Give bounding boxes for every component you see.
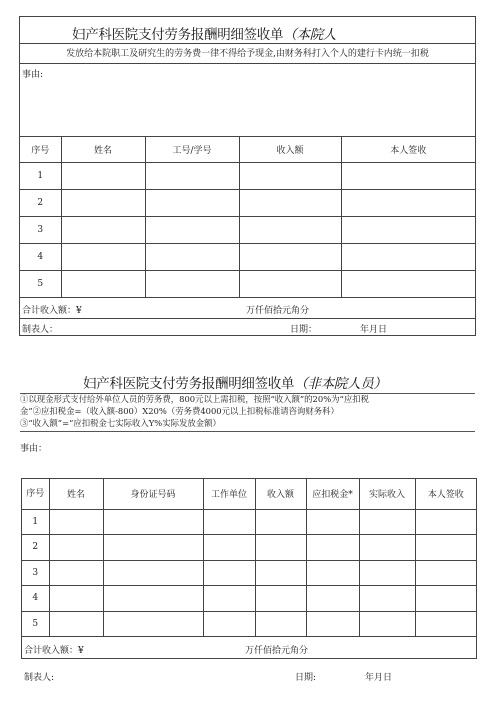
form2-note-line: 金”②应扣税金=（收入额-800）X20%（劳务费4000元以上扣税标准请咨询财务科） <box>20 406 339 416</box>
table-row <box>20 162 475 189</box>
tax-cell[interactable] <box>306 534 359 560</box>
form1-reason-label: 事由: <box>22 70 44 80</box>
form2-col-header: 实际收入 <box>359 479 415 509</box>
signature-cell[interactable] <box>415 611 476 636</box>
form1-title-row <box>20 17 475 44</box>
id-number-cell[interactable] <box>103 509 203 534</box>
form1-preparer-label: 制表人： <box>22 325 59 335</box>
form1-col-header: 收入额 <box>239 137 341 162</box>
row-number: 5 <box>22 611 49 636</box>
id-number-cell[interactable] <box>103 534 203 560</box>
form1-header-row <box>20 137 475 162</box>
tax-cell[interactable] <box>306 611 359 636</box>
form2-title-suffix: （非本院人员） <box>294 376 387 392</box>
form1-total-label: 合计收入额：¥ <box>22 306 82 316</box>
form-external-staff <box>21 478 477 659</box>
name-cell[interactable] <box>49 585 103 611</box>
id-cell[interactable] <box>145 162 239 189</box>
form2-col-header: 应扣税金* <box>306 479 359 509</box>
income-cell[interactable] <box>255 585 306 611</box>
net-income-cell[interactable] <box>359 534 415 560</box>
signature-cell[interactable] <box>341 162 475 189</box>
income-cell[interactable] <box>255 509 306 534</box>
signature-cell[interactable] <box>415 534 476 560</box>
form2-note-line: ③“收入额”=”应扣税金七实际收入Y%实际发放金额） <box>20 418 221 428</box>
form2-total-row[interactable] <box>22 636 476 660</box>
employer-cell[interactable] <box>203 611 255 636</box>
row-number: 2 <box>20 189 61 216</box>
form2-notes <box>20 393 475 429</box>
row-number: 1 <box>22 509 49 534</box>
form1-date-label: 日期： <box>290 325 318 335</box>
name-cell[interactable] <box>49 611 103 636</box>
form2-table <box>22 479 476 636</box>
row-number: 2 <box>22 534 49 560</box>
signature-cell[interactable] <box>341 189 475 216</box>
name-cell[interactable] <box>49 560 103 585</box>
form2-total-label: 合计收入额：¥ <box>24 646 84 656</box>
name-cell[interactable] <box>61 189 145 216</box>
name-cell[interactable] <box>61 162 145 189</box>
form2-col-header: 本人签收 <box>415 479 476 509</box>
name-cell[interactable] <box>61 270 145 297</box>
form1-table <box>20 137 475 297</box>
row-number: 5 <box>20 270 61 297</box>
form2-col-header: 工作单位 <box>203 479 255 509</box>
form1-col-header: 序号 <box>20 137 61 162</box>
tax-cell[interactable] <box>306 585 359 611</box>
form2-date-label: 日期: <box>295 673 317 683</box>
income-cell[interactable] <box>255 560 306 585</box>
form1-notice: 发放给本院职工及研究生的劳务费一律不得给予现金,由财务科打入个人的建行卡内统一扣税 <box>20 44 475 64</box>
form1-col-header: 本人签收 <box>341 137 475 162</box>
form1-reason-field[interactable] <box>20 64 475 137</box>
form2-col-header: 姓名 <box>49 479 103 509</box>
divider <box>20 431 475 432</box>
signature-cell[interactable] <box>415 509 476 534</box>
name-cell[interactable] <box>49 534 103 560</box>
net-income-cell[interactable] <box>359 509 415 534</box>
form2-amount-units: 万仟佰拾元角分 <box>245 646 309 656</box>
form2-date-units: 年月日 <box>365 673 393 683</box>
signature-cell[interactable] <box>415 585 476 611</box>
tax-cell[interactable] <box>306 560 359 585</box>
row-number: 3 <box>22 560 49 585</box>
form1-date-units: 年月日 <box>360 325 388 335</box>
form1-col-header: 姓名 <box>61 137 145 162</box>
form2-col-header: 收入额 <box>255 479 306 509</box>
form2-footer <box>22 666 477 686</box>
form1-title-suffix: （本院人 <box>283 27 337 43</box>
income-cell[interactable] <box>239 162 341 189</box>
form2-reason-label: 事由： <box>20 444 48 454</box>
table-row <box>22 585 476 611</box>
form2-preparer-label: 制表人: <box>24 673 55 683</box>
id-cell[interactable] <box>145 243 239 270</box>
table-row <box>20 216 475 243</box>
row-number: 1 <box>20 162 61 189</box>
net-income-cell[interactable] <box>359 611 415 636</box>
form1-amount-units: 万仟佰拾元角分 <box>246 306 310 316</box>
name-cell[interactable] <box>49 509 103 534</box>
income-cell[interactable] <box>239 189 341 216</box>
id-cell[interactable] <box>145 189 239 216</box>
signature-cell[interactable] <box>415 560 476 585</box>
form2-title-text: 妇产科医院支付劳务报酬明细签收单 <box>83 376 295 392</box>
net-income-cell[interactable] <box>359 585 415 611</box>
signature-cell[interactable] <box>341 270 475 297</box>
name-cell[interactable] <box>61 216 145 243</box>
employer-cell[interactable] <box>203 509 255 534</box>
row-number: 3 <box>20 216 61 243</box>
net-income-cell[interactable] <box>359 560 415 585</box>
form1-total-row[interactable] <box>20 297 475 319</box>
income-cell[interactable] <box>255 534 306 560</box>
table-row <box>22 509 476 534</box>
row-number: 4 <box>22 585 49 611</box>
table-row <box>20 270 475 297</box>
table-row <box>22 534 476 560</box>
form1-col-header: 工号/学号 <box>145 137 239 162</box>
income-cell[interactable] <box>239 216 341 243</box>
signature-cell[interactable] <box>341 216 475 243</box>
table-row <box>20 243 475 270</box>
income-cell[interactable] <box>239 243 341 270</box>
form2-note-line: ①以现金形式支付给外单位人员的劳务费，800元以上需扣税，按照“收入额”的20%为“应扣税 <box>20 394 369 404</box>
row-number: 4 <box>20 243 61 270</box>
income-cell[interactable] <box>255 611 306 636</box>
employer-cell[interactable] <box>203 560 255 585</box>
id-cell[interactable] <box>145 216 239 243</box>
form2-col-header: 序号 <box>22 479 49 509</box>
form2-title <box>83 372 387 392</box>
form-internal-staff <box>19 16 476 336</box>
signature-cell[interactable] <box>341 243 475 270</box>
name-cell[interactable] <box>61 243 145 270</box>
form1-title-text: 妇产科医院支付劳务报酬明细签收单 <box>72 27 284 43</box>
form2-col-header: 身份证号码 <box>103 479 203 509</box>
id-number-cell[interactable] <box>103 611 203 636</box>
employer-cell[interactable] <box>203 585 255 611</box>
tax-cell[interactable] <box>306 509 359 534</box>
id-number-cell[interactable] <box>103 560 203 585</box>
id-number-cell[interactable] <box>103 585 203 611</box>
form1-title <box>72 23 336 43</box>
id-cell[interactable] <box>145 270 239 297</box>
form1-footer <box>20 319 475 337</box>
table-row <box>22 560 476 585</box>
form2-header-row <box>22 479 476 509</box>
income-cell[interactable] <box>239 270 341 297</box>
table-row <box>22 611 476 636</box>
table-row <box>20 189 475 216</box>
employer-cell[interactable] <box>203 534 255 560</box>
